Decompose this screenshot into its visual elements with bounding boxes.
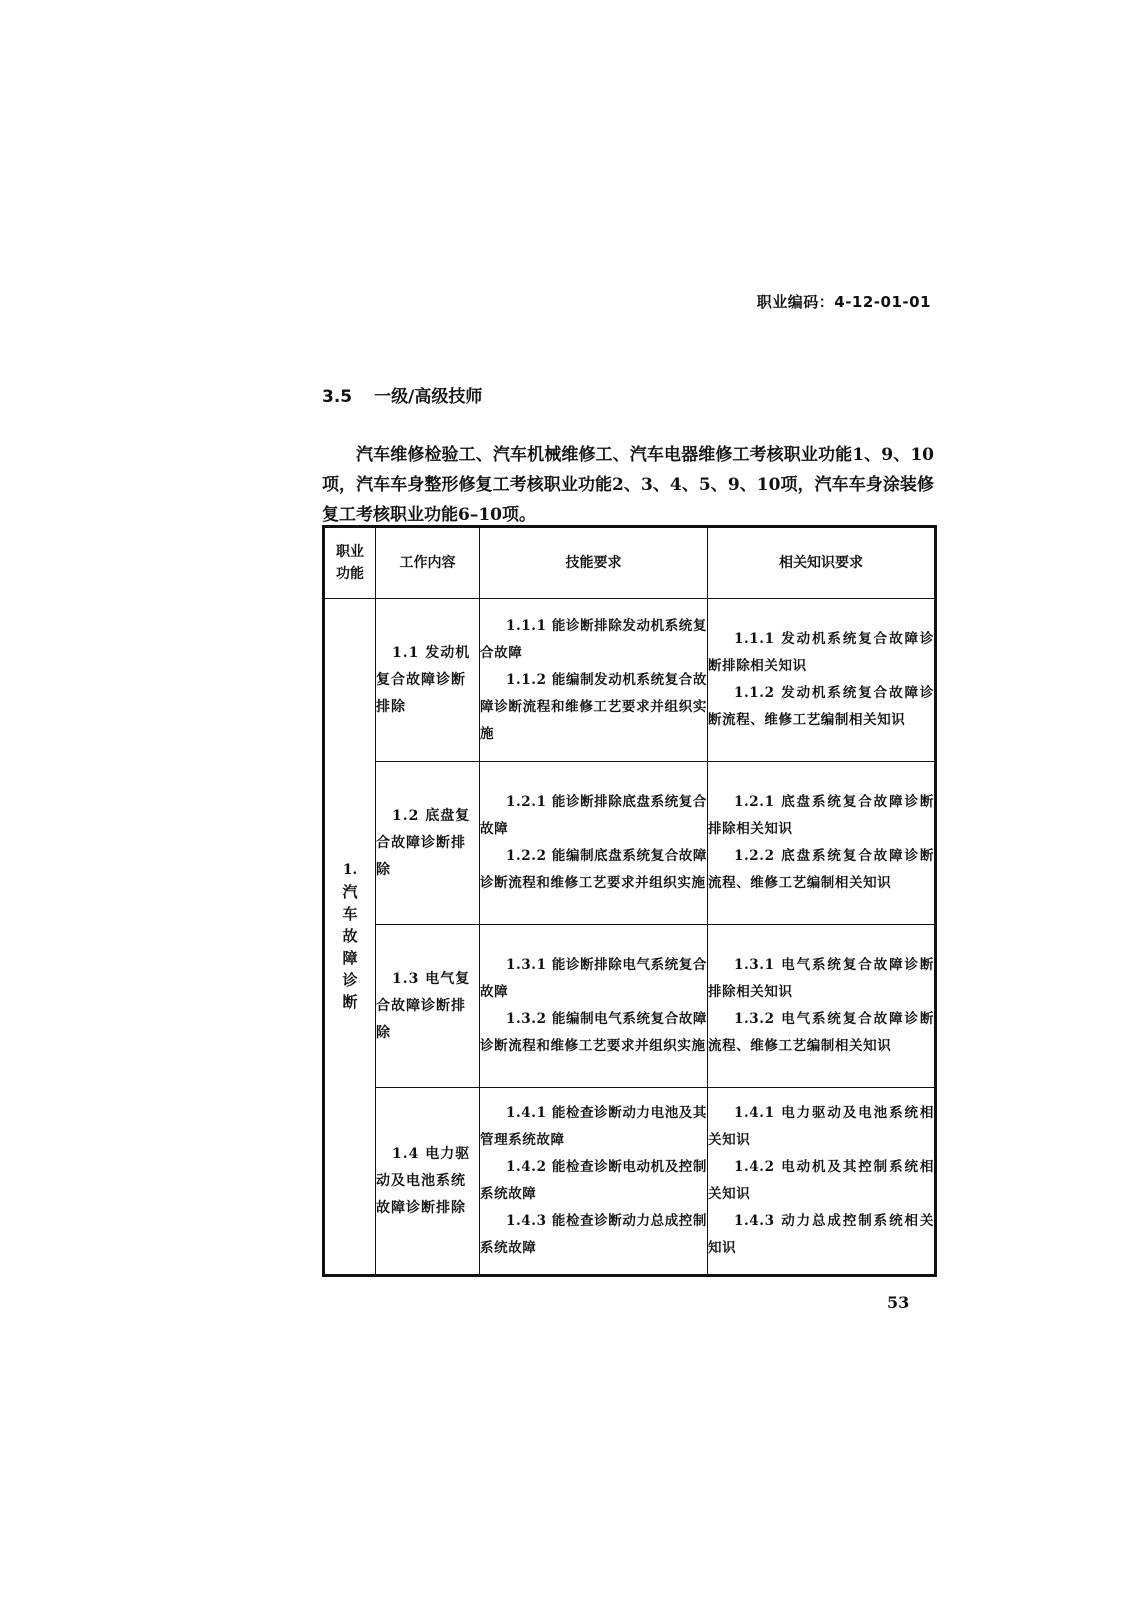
skill-item: 1.3.2 能编制电气系统复合故障诊断流程和维修工艺要求并组织实施 [480, 1011, 707, 1054]
section-heading [322, 382, 482, 407]
function-name: 汽车故障诊断 [342, 883, 358, 1011]
knowledge-item: 1.2.1 底盘系统复合故障诊断排除相关知识 [708, 794, 934, 837]
knowledge-cell [708, 925, 936, 1088]
intro-paragraph: 汽车维修检验工、汽车机械维修工、汽车电器维修工考核职业功能1、9、10项，汽车车身整形修复工考核职业功能2、3、4、5、9、10项，汽车车身涂装修复工考核职业功能6–10项。 [322, 445, 934, 525]
section-number: 3.5 [322, 387, 353, 407]
skill-item: 1.2.2 能编制底盘系统复合故障诊断流程和维修工艺要求并组织实施 [480, 848, 707, 891]
skill-cell [480, 599, 708, 762]
skill-item: 1.4.3 能检查诊断动力总成控制系统故障 [480, 1213, 707, 1256]
knowledge-item: 1.3.1 电气系统复合故障诊断排除相关知识 [708, 957, 934, 1000]
skill-cell [480, 925, 708, 1088]
knowledge-item: 1.3.2 电气系统复合故障诊断流程、维修工艺编制相关知识 [708, 1011, 934, 1054]
work-content: 1.1 发动机复合故障诊断排除 [376, 599, 480, 762]
skill-item: 1.3.1 能诊断排除电气系统复合故障 [480, 957, 707, 1000]
knowledge-item: 1.1.1 发动机系统复合故障诊断排除相关知识 [708, 631, 934, 674]
table-row [324, 762, 936, 925]
table-row [324, 599, 936, 762]
skill-item: 1.4.2 能检查诊断电动机及控制系统故障 [480, 1159, 707, 1202]
function-cell [324, 599, 376, 1276]
skill-cell [480, 1088, 708, 1276]
skill-item: 1.1.1 能诊断排除发动机系统复合故障 [480, 617, 707, 661]
knowledge-item: 1.4.2 电动机及其控制系统相关知识 [708, 1159, 934, 1202]
work-content: 1.2 底盘复合故障诊断排除 [376, 762, 480, 925]
knowledge-cell [708, 762, 936, 925]
work-content: 1.4 电力驱动及电池系统故障诊断排除 [376, 1088, 480, 1276]
table-row [324, 925, 936, 1088]
knowledge-item: 1.4.1 电力驱动及电池系统相关知识 [708, 1105, 934, 1148]
knowledge-item: 1.1.2 发动机系统复合故障诊断流程、维修工艺编制相关知识 [708, 685, 934, 728]
knowledge-cell [708, 1088, 936, 1276]
knowledge-cell [708, 599, 936, 762]
table-row [324, 1088, 936, 1276]
skills-table [322, 525, 937, 1277]
header-function: 职业功能 [324, 527, 376, 599]
header-work: 工作内容 [376, 527, 480, 599]
header-knowledge: 相关知识要求 [708, 527, 936, 599]
function-number: 1. [342, 862, 358, 878]
skill-item: 1.2.1 能诊断排除底盘系统复合故障 [480, 794, 707, 837]
skill-cell [480, 762, 708, 925]
page-number: 53 [887, 1293, 910, 1312]
header-skill: 技能要求 [480, 527, 708, 599]
occupation-code: 职业编码：4-12-01-01 [756, 293, 931, 311]
knowledge-item: 1.4.3 动力总成控制系统相关知识 [708, 1213, 934, 1256]
knowledge-item: 1.2.2 底盘系统复合故障诊断流程、维修工艺编制相关知识 [708, 848, 934, 891]
skill-item: 1.4.1 能检查诊断动力电池及其管理系统故障 [480, 1105, 707, 1148]
skill-item: 1.1.2 能编制发动机系统复合故障诊断流程和维修工艺要求并组织实施 [480, 671, 707, 742]
work-content: 1.3 电气复合故障诊断排除 [376, 925, 480, 1088]
table-header-row [324, 527, 936, 599]
section-title: 一级/高级技师 [374, 387, 483, 407]
